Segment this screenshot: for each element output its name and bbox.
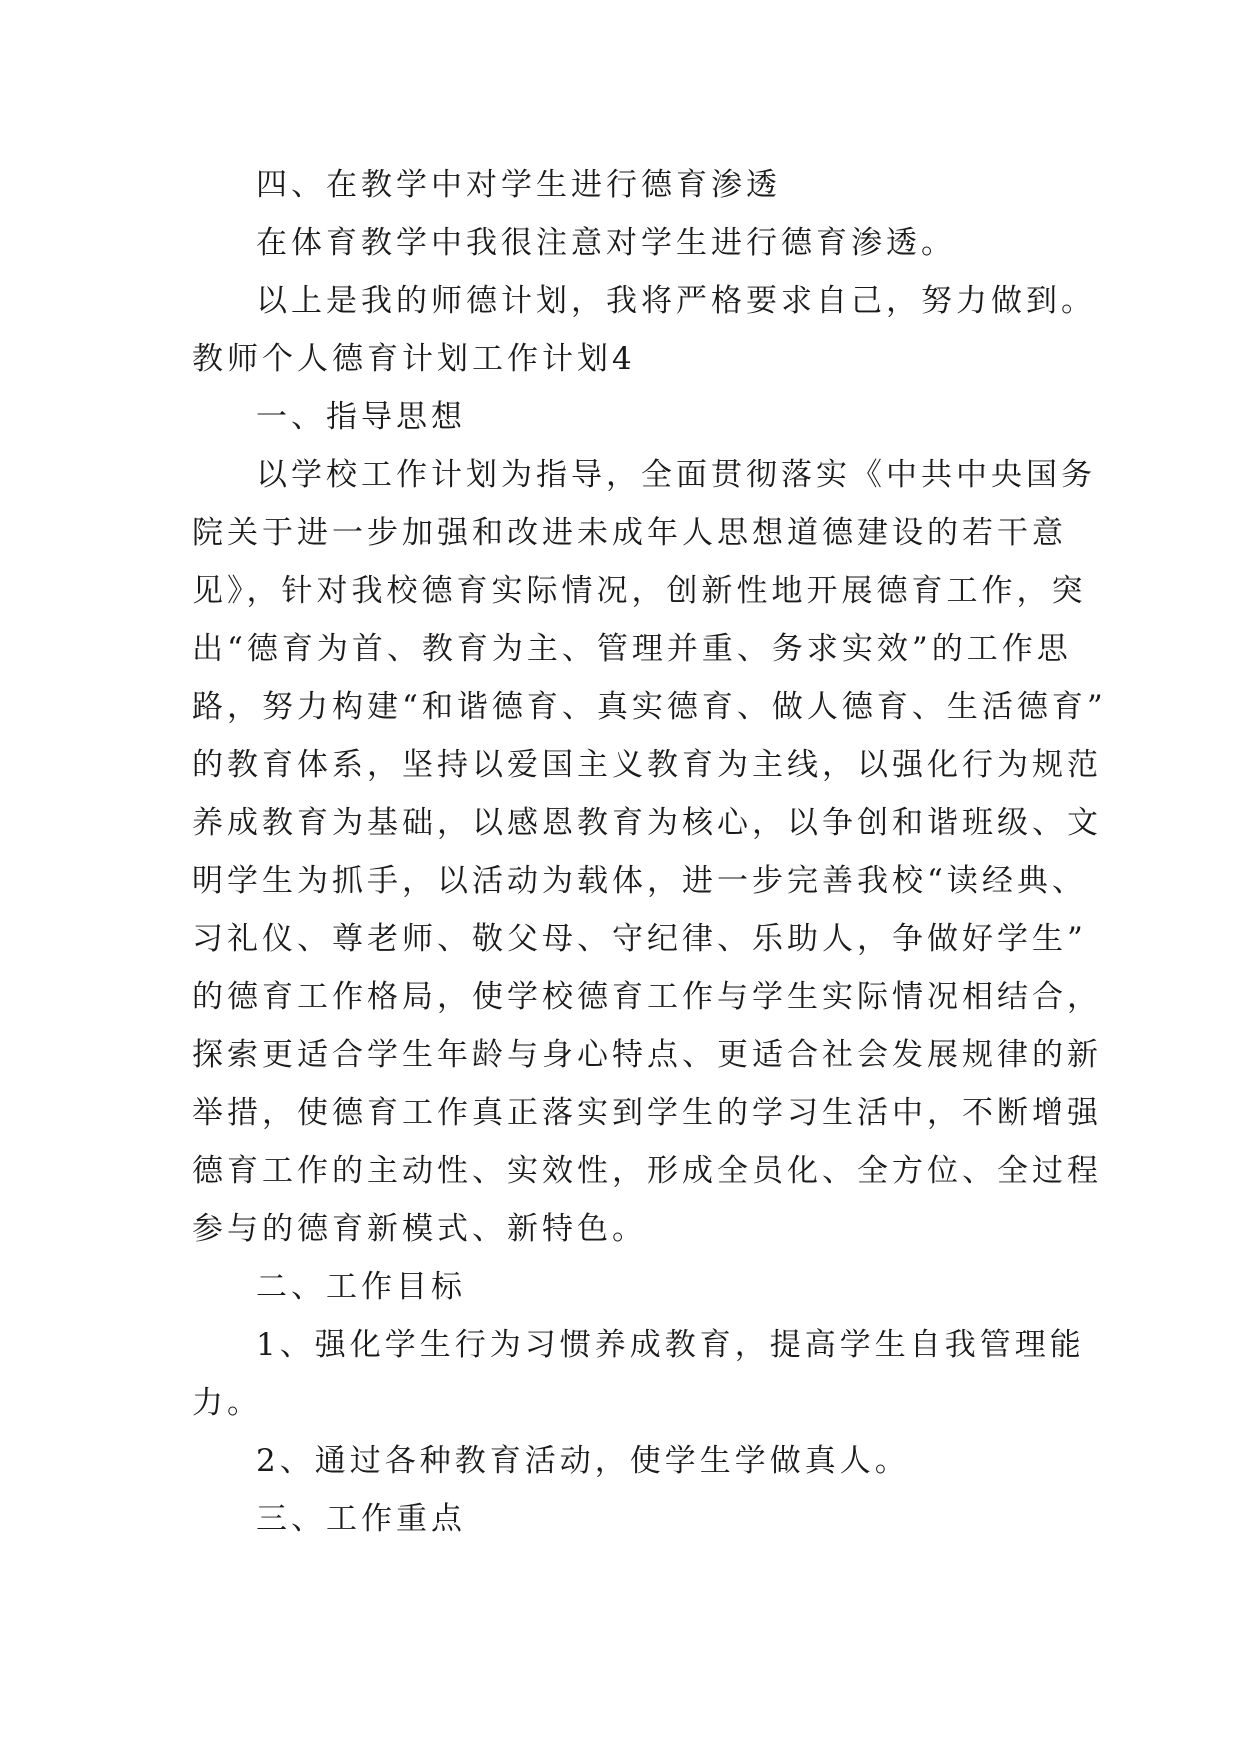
section-heading-1: 一、指导思想 xyxy=(256,399,466,435)
document-title: 教师个人德育计划工作计划4 xyxy=(192,341,636,377)
paragraph-line: 探索更适合学生年龄与身心特点、更适合社会发展规律的新 xyxy=(192,1037,1102,1073)
section-heading-2: 二、工作目标 xyxy=(256,1269,466,1305)
paragraph-line: 参与的德育新模式、新特色。 xyxy=(192,1211,647,1247)
paragraph-line: 举措，使德育工作真正落实到学生的学习生活中，不断增强 xyxy=(192,1095,1102,1131)
paragraph-line: 路，努力构建“和谐德育、真实德育、做人德育、生活德育” xyxy=(192,689,1107,725)
paragraph-line: 以学校工作计划为指导，全面贯彻落实《中共中央国务 xyxy=(256,457,1096,493)
section-heading-3: 三、工作重点 xyxy=(256,1501,466,1537)
section-heading-4: 四、在教学中对学生进行德育渗透 xyxy=(256,167,781,203)
paragraph-line: 在体育教学中我很注意对学生进行德育渗透。 xyxy=(256,225,956,261)
paragraph-line: 的德育工作格局，使学校德育工作与学生实际情况相结合， xyxy=(192,979,1102,1015)
paragraph-line: 以上是我的师德计划，我将严格要求自己，努力做到。 xyxy=(256,283,1096,319)
paragraph-line: 养成教育为基础，以感恩教育为核心，以争创和谐班级、文 xyxy=(192,805,1102,841)
list-item: 2、通过各种教育活动，使学生学做真人。 xyxy=(256,1443,910,1479)
paragraph-line: 明学生为抓手，以活动为载体，进一步完善我校“读经典、 xyxy=(192,863,1087,899)
paragraph-line: 德育工作的主动性、实效性，形成全员化、全方位、全过程 xyxy=(192,1153,1102,1189)
paragraph-line: 出“德育为首、教育为主、管理并重、务求实效”的工作思 xyxy=(192,631,1072,667)
paragraph-line: 院关于进一步加强和改进未成年人思想道德建设的若干意 xyxy=(192,515,1067,551)
paragraph-line: 习礼仪、尊老师、敬父母、守纪律、乐助人，争做好学生” xyxy=(192,921,1087,957)
list-item-continuation: 力。 xyxy=(192,1385,262,1421)
document-body xyxy=(192,156,1107,1548)
list-item: 1、强化学生行为习惯养成教育，提高学生自我管理能 xyxy=(256,1327,1085,1363)
paragraph-line: 见》，针对我校德育实际情况，创新性地开展德育工作，突 xyxy=(192,573,1087,609)
paragraph-line: 的教育体系，坚持以爱国主义教育为主线，以强化行为规范 xyxy=(192,747,1102,783)
